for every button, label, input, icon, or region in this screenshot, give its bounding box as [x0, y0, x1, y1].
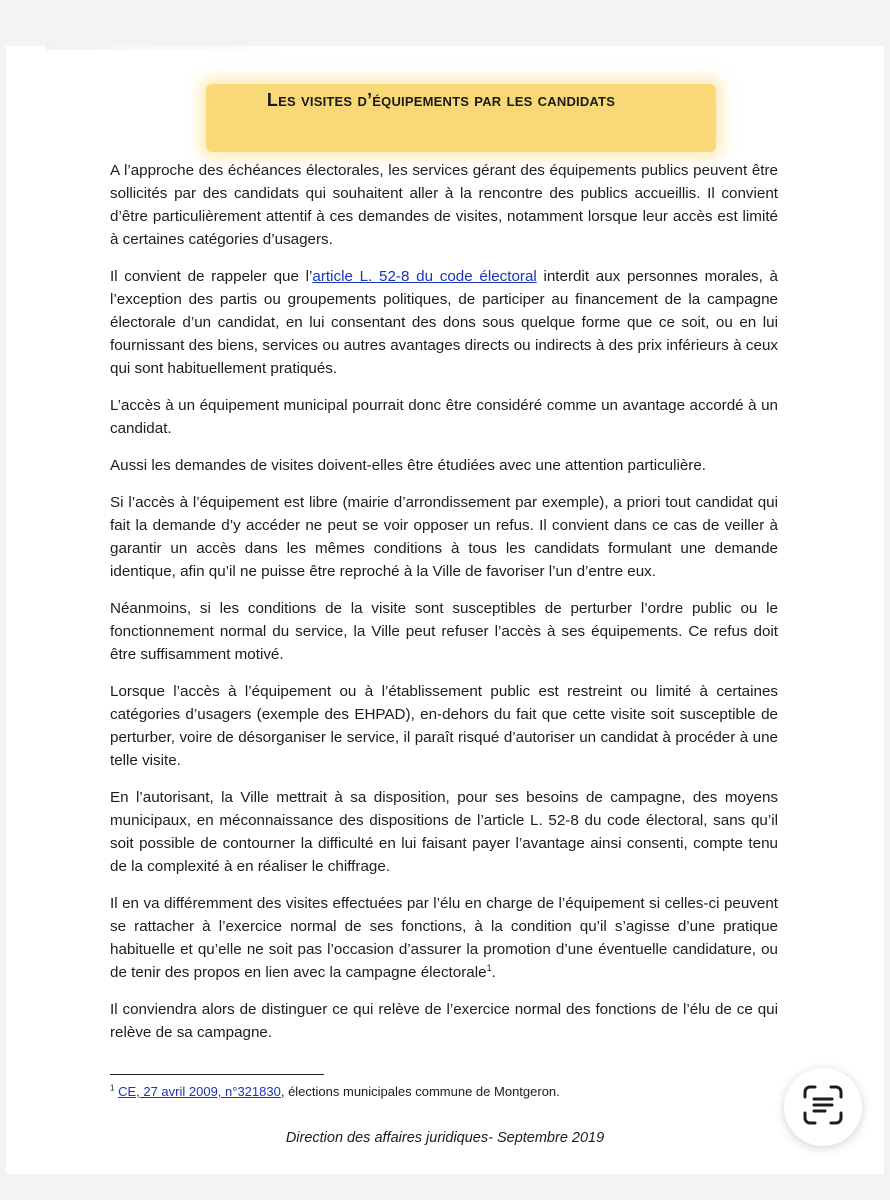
paragraph-2-start: Il convient de rappeler que l’ — [110, 268, 313, 285]
footnote-number: 1 — [110, 1083, 115, 1093]
document-page — [6, 46, 884, 1174]
footnote-text: , élections municipales commune de Montgeron. — [280, 1084, 560, 1099]
document-title: Les visites d’équipements par les candidats — [266, 90, 616, 110]
paragraph-9 — [110, 892, 778, 984]
paragraph-9-end: . — [491, 964, 496, 981]
live-text-button[interactable] — [784, 1068, 862, 1146]
paragraph-9-text: Il en va différemment des visites effectuées par l’élu en charge de l’équipement si celles-ci peuvent se rattacher à l’exercice normal de ses fonctions, à la condition qu’il s’agisse d’une pratique habituelle et qu’elle ne soit pas l’occasion d’assurer la promotion d’une éventuelle candidature, ou de tenir des propos en lien avec la campagne électorale — [110, 895, 778, 981]
document-body — [110, 159, 778, 1058]
page-edge-shadow — [46, 46, 296, 50]
footnote-divider — [110, 1074, 324, 1075]
footnote-case-link[interactable]: CE, 27 avril 2009, n°321830 — [118, 1084, 281, 1099]
paragraph-2-rest: interdit aux personnes morales, à l’exception des partis ou groupements politiques, de participer au financement de la campagne électorale d’un candidat, en lui consentant des dons sous quelque forme que ce soit, ou en lui fournissant des biens, services ou autres avantages directs ou indirects à des prix inférieurs à ceux qui sont habituellement pratiqués. — [110, 268, 779, 377]
page-footer: Direction des affaires juridiques- Septembre 2019 — [285, 1130, 605, 1146]
paragraph-4: Aussi les demandes de visites doivent-elles être étudiées avec une attention particulière. — [110, 457, 707, 474]
footnote — [110, 1084, 710, 1099]
paragraph-7: Lorsque l’accès à l’équipement ou à l’établissement public est restreint ou limité à certaines catégories d’usagers (exemple des EHPAD), en-dehors du fait que cette visite soit susceptible de perturber, voire de désorganiser le service, il paraît risqué d’autoriser un candidat à procéder à une telle visite. — [110, 683, 778, 769]
paragraph-10: Il conviendra alors de distinguer ce qui relève de l’exercice normal des fonctions de l’élu de ce qui relève de sa campagne. — [110, 1001, 778, 1041]
paragraph-2 — [110, 265, 778, 380]
paragraph-1: A l’approche des échéances électorales, les services gérant des équipements publics peuvent être sollicités par des candidats qui souhaitent aller à la rencontre des publics accueillis. Il convient d’être particulièrement attentif à ces demandes de visites, notamment lorsque leur accès est limité à certaines catégories d’usagers. — [110, 162, 778, 248]
paragraph-6: Néanmoins, si les conditions de la visite sont susceptibles de perturber l’ordre public ou le fonctionnement normal du service, la Ville peut refuser l’accès à ses équipements. Ce refus doit être suffisamment motivé. — [110, 600, 778, 663]
paragraph-3: L’accès à un équipement municipal pourrait donc être considéré comme un avantage accordé à un candidat. — [110, 397, 778, 437]
footnote-ref: 1 — [486, 962, 492, 973]
paragraph-5: Si l’accès à l’équipement est libre (mairie d’arrondissement par exemple), a priori tout candidat qui fait la demande d’y accéder ne peut se voir opposer un refus. Il convient dans ce cas de veiller à garantir un accès dans les mêmes conditions à tous les candidats formulant une demande identique, afin qu’il ne puisse être reproché à la Ville de favoriser l’un d’entre eux. — [110, 494, 778, 580]
paragraph-8: En l’autorisant, la Ville mettrait à sa disposition, pour ses besoins de campagne, des moyens municipaux, en méconnaissance des dispositions de l’article L. 52-8 du code électoral, sans qu’il soit possible de contourner la difficulté en lui faisant payer l’avantage ainsi consenti, compte tenu de la complexité à en réaliser le chiffrage. — [110, 789, 778, 875]
article-l52-8-link[interactable]: article L. 52-8 du code électoral — [312, 268, 537, 285]
scan-text-icon — [801, 1083, 845, 1132]
